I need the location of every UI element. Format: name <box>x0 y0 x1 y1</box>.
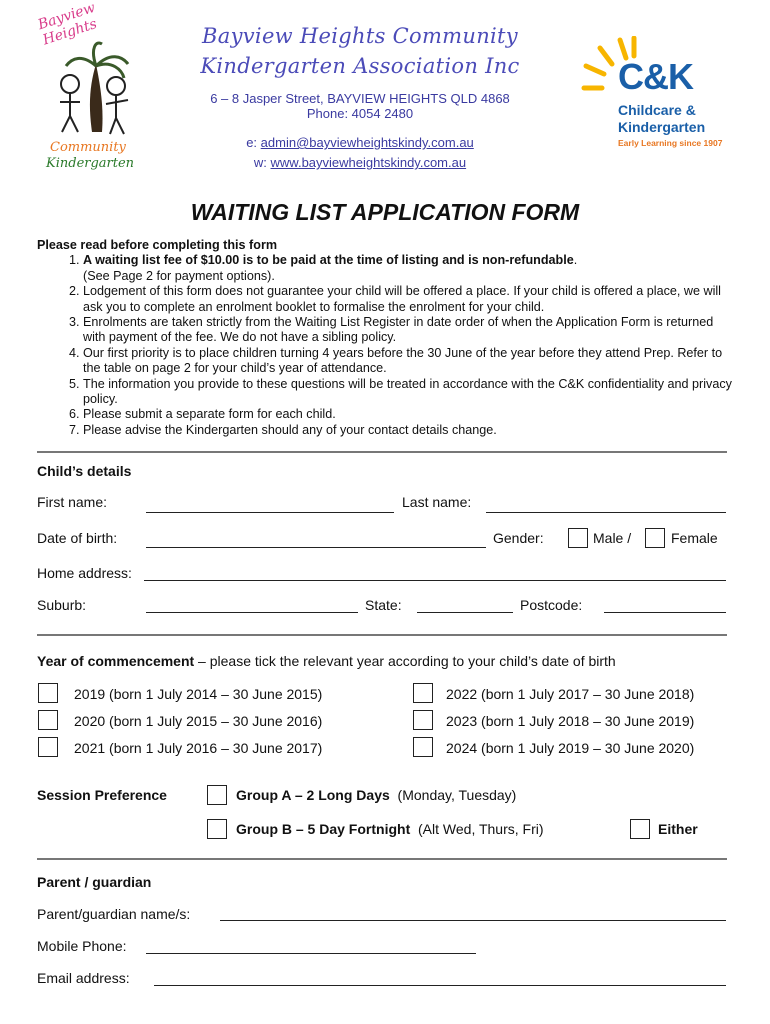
fee-notice-end: . <box>573 253 578 268</box>
year-2022-checkbox[interactable] <box>413 683 433 703</box>
postcode-field[interactable] <box>604 612 726 613</box>
section-divider <box>37 634 727 636</box>
instruction-item: 2. Lodgement of this form does not guarantee your child will be offered a place. If your child is offered a place, we will ask you to complete an enrolment booklet to formalise the enrolment for your child. <box>83 284 737 315</box>
commencement-heading <box>37 653 616 669</box>
group-b-days: (Alt Wed, Thurs, Fri) <box>418 821 544 837</box>
bayview-logo <box>30 0 145 176</box>
suburb-label: Suburb: <box>37 597 87 613</box>
year-2019-checkbox[interactable] <box>38 683 58 703</box>
year-2020-label: 2020 (born 1 July 2015 – 30 June 2016) <box>74 713 323 729</box>
last-name-label: Last name: <box>402 494 472 510</box>
group-a-days: (Monday, Tuesday) <box>397 787 517 803</box>
email-label: Email address: <box>37 970 130 986</box>
gender-label: Gender: <box>493 530 544 546</box>
email-link[interactable]: admin@bayviewheightskindy.com.au <box>260 135 474 150</box>
org-address: 6 – 8 Jasper Street, BAYVIEW HEIGHTS QLD 4868 <box>210 91 510 106</box>
logo-community-text: Community <box>50 140 126 155</box>
org-phone: Phone: 4054 2480 <box>306 106 414 121</box>
logo-kindergarten-text: Kindergarten <box>46 156 135 171</box>
group-b-label <box>236 821 544 837</box>
year-2022-label: 2022 (born 1 July 2017 – 30 June 2018) <box>446 686 695 702</box>
instructions-list <box>37 253 737 438</box>
ck-logo <box>580 36 740 156</box>
parent-heading: Parent / guardian <box>37 874 152 890</box>
form-title: WAITING LIST APPLICATION FORM <box>190 199 580 225</box>
fee-notice: A waiting list fee of $10.00 is to be paid at the time of listing and is non-refundable <box>83 253 574 268</box>
state-label: State: <box>365 597 402 613</box>
either-checkbox[interactable] <box>630 819 650 839</box>
email-field[interactable] <box>154 985 726 986</box>
gender-male-label: Male / <box>593 530 632 546</box>
org-email-row <box>150 135 570 150</box>
instruction-item: 5. The information you provide to these questions will be treated in accordance with the C&K confidentiality and privacy policy. <box>83 377 737 408</box>
session-heading: Session Preference <box>37 787 167 803</box>
fee-note: (See Page 2 for payment options). <box>83 268 275 283</box>
year-2024-checkbox[interactable] <box>413 737 433 757</box>
ck-logo-tag: Early Learning since 1907 <box>618 138 723 148</box>
year-2023-checkbox[interactable] <box>413 710 433 730</box>
gender-female-label: Female <box>671 530 718 546</box>
web-link[interactable]: www.bayviewheightskindy.com.au <box>270 155 467 170</box>
group-b-title: Group B – 5 Day Fortnight <box>236 821 411 837</box>
first-name-field[interactable] <box>146 512 394 513</box>
year-2021-label: 2021 (born 1 July 2016 – 30 June 2017) <box>74 740 323 756</box>
home-address-field[interactable] <box>144 580 726 581</box>
state-field[interactable] <box>417 612 513 613</box>
org-web-row <box>150 155 570 170</box>
commencement-heading-rest: – please tick the relevant year according to your child’s date of birth <box>194 653 616 669</box>
org-name-line2: Kindergarten Association Inc <box>200 54 520 78</box>
dob-label: Date of birth: <box>37 530 118 546</box>
section-divider <box>37 858 727 860</box>
last-name-field[interactable] <box>486 512 726 513</box>
ck-logo-big: C&K <box>618 56 693 97</box>
org-name-line1: Bayview Heights Community <box>202 24 518 48</box>
year-2023-label: 2023 (born 1 July 2018 – 30 June 2019) <box>446 713 695 729</box>
instruction-item: 6. Please submit a separate form for each child. <box>83 407 737 422</box>
logo-arc-text: Bayview Heights <box>36 0 99 49</box>
group-a-label <box>236 787 516 803</box>
year-2021-checkbox[interactable] <box>38 737 58 757</box>
postcode-label: Postcode: <box>520 597 583 613</box>
year-2020-checkbox[interactable] <box>38 710 58 730</box>
year-2019-label: 2019 (born 1 July 2014 – 30 June 2015) <box>74 686 323 702</box>
mobile-label: Mobile Phone: <box>37 938 127 954</box>
instructions <box>37 238 737 438</box>
parent-names-label: Parent/guardian name/s: <box>37 906 191 922</box>
dob-field[interactable] <box>146 547 486 548</box>
section-divider <box>37 451 727 453</box>
instruction-item: 7. Please advise the Kindergarten should any of your contact details change. <box>83 423 737 438</box>
mobile-field[interactable] <box>146 953 476 954</box>
instruction-item: 4. Our first priority is to place children turning 4 years before the 30 June of the year before they attend Prep. Refer to the table on page 2 for your child’s year of attendance. <box>83 346 737 377</box>
suburb-field[interactable] <box>146 612 358 613</box>
email-prefix: e: <box>246 135 258 150</box>
either-label: Either <box>658 821 698 837</box>
ck-logo-line2: Kindergarten <box>618 119 706 135</box>
first-name-label: First name: <box>37 494 108 510</box>
child-details-heading: Child’s details <box>37 463 132 479</box>
gender-female-checkbox[interactable] <box>645 528 665 548</box>
ck-logo-line1: Childcare & <box>618 102 696 118</box>
web-prefix: w: <box>253 155 267 170</box>
home-address-label: Home address: <box>37 565 132 581</box>
commencement-heading-bold: Year of commencement <box>37 653 195 669</box>
instruction-item: 3. Enrolments are taken strictly from the Waiting List Register in date order of when the Application Form is returned with payment of the fee. We do not have a sibling policy. <box>83 315 737 346</box>
instructions-heading: Please read before completing this form <box>37 238 278 252</box>
parent-names-field[interactable] <box>220 920 726 921</box>
group-a-checkbox[interactable] <box>207 785 227 805</box>
year-2024-label: 2024 (born 1 July 2019 – 30 June 2020) <box>446 740 695 756</box>
gender-male-checkbox[interactable] <box>568 528 588 548</box>
group-a-title: Group A – 2 Long Days <box>236 787 390 803</box>
instruction-item <box>83 253 737 284</box>
group-b-checkbox[interactable] <box>207 819 227 839</box>
